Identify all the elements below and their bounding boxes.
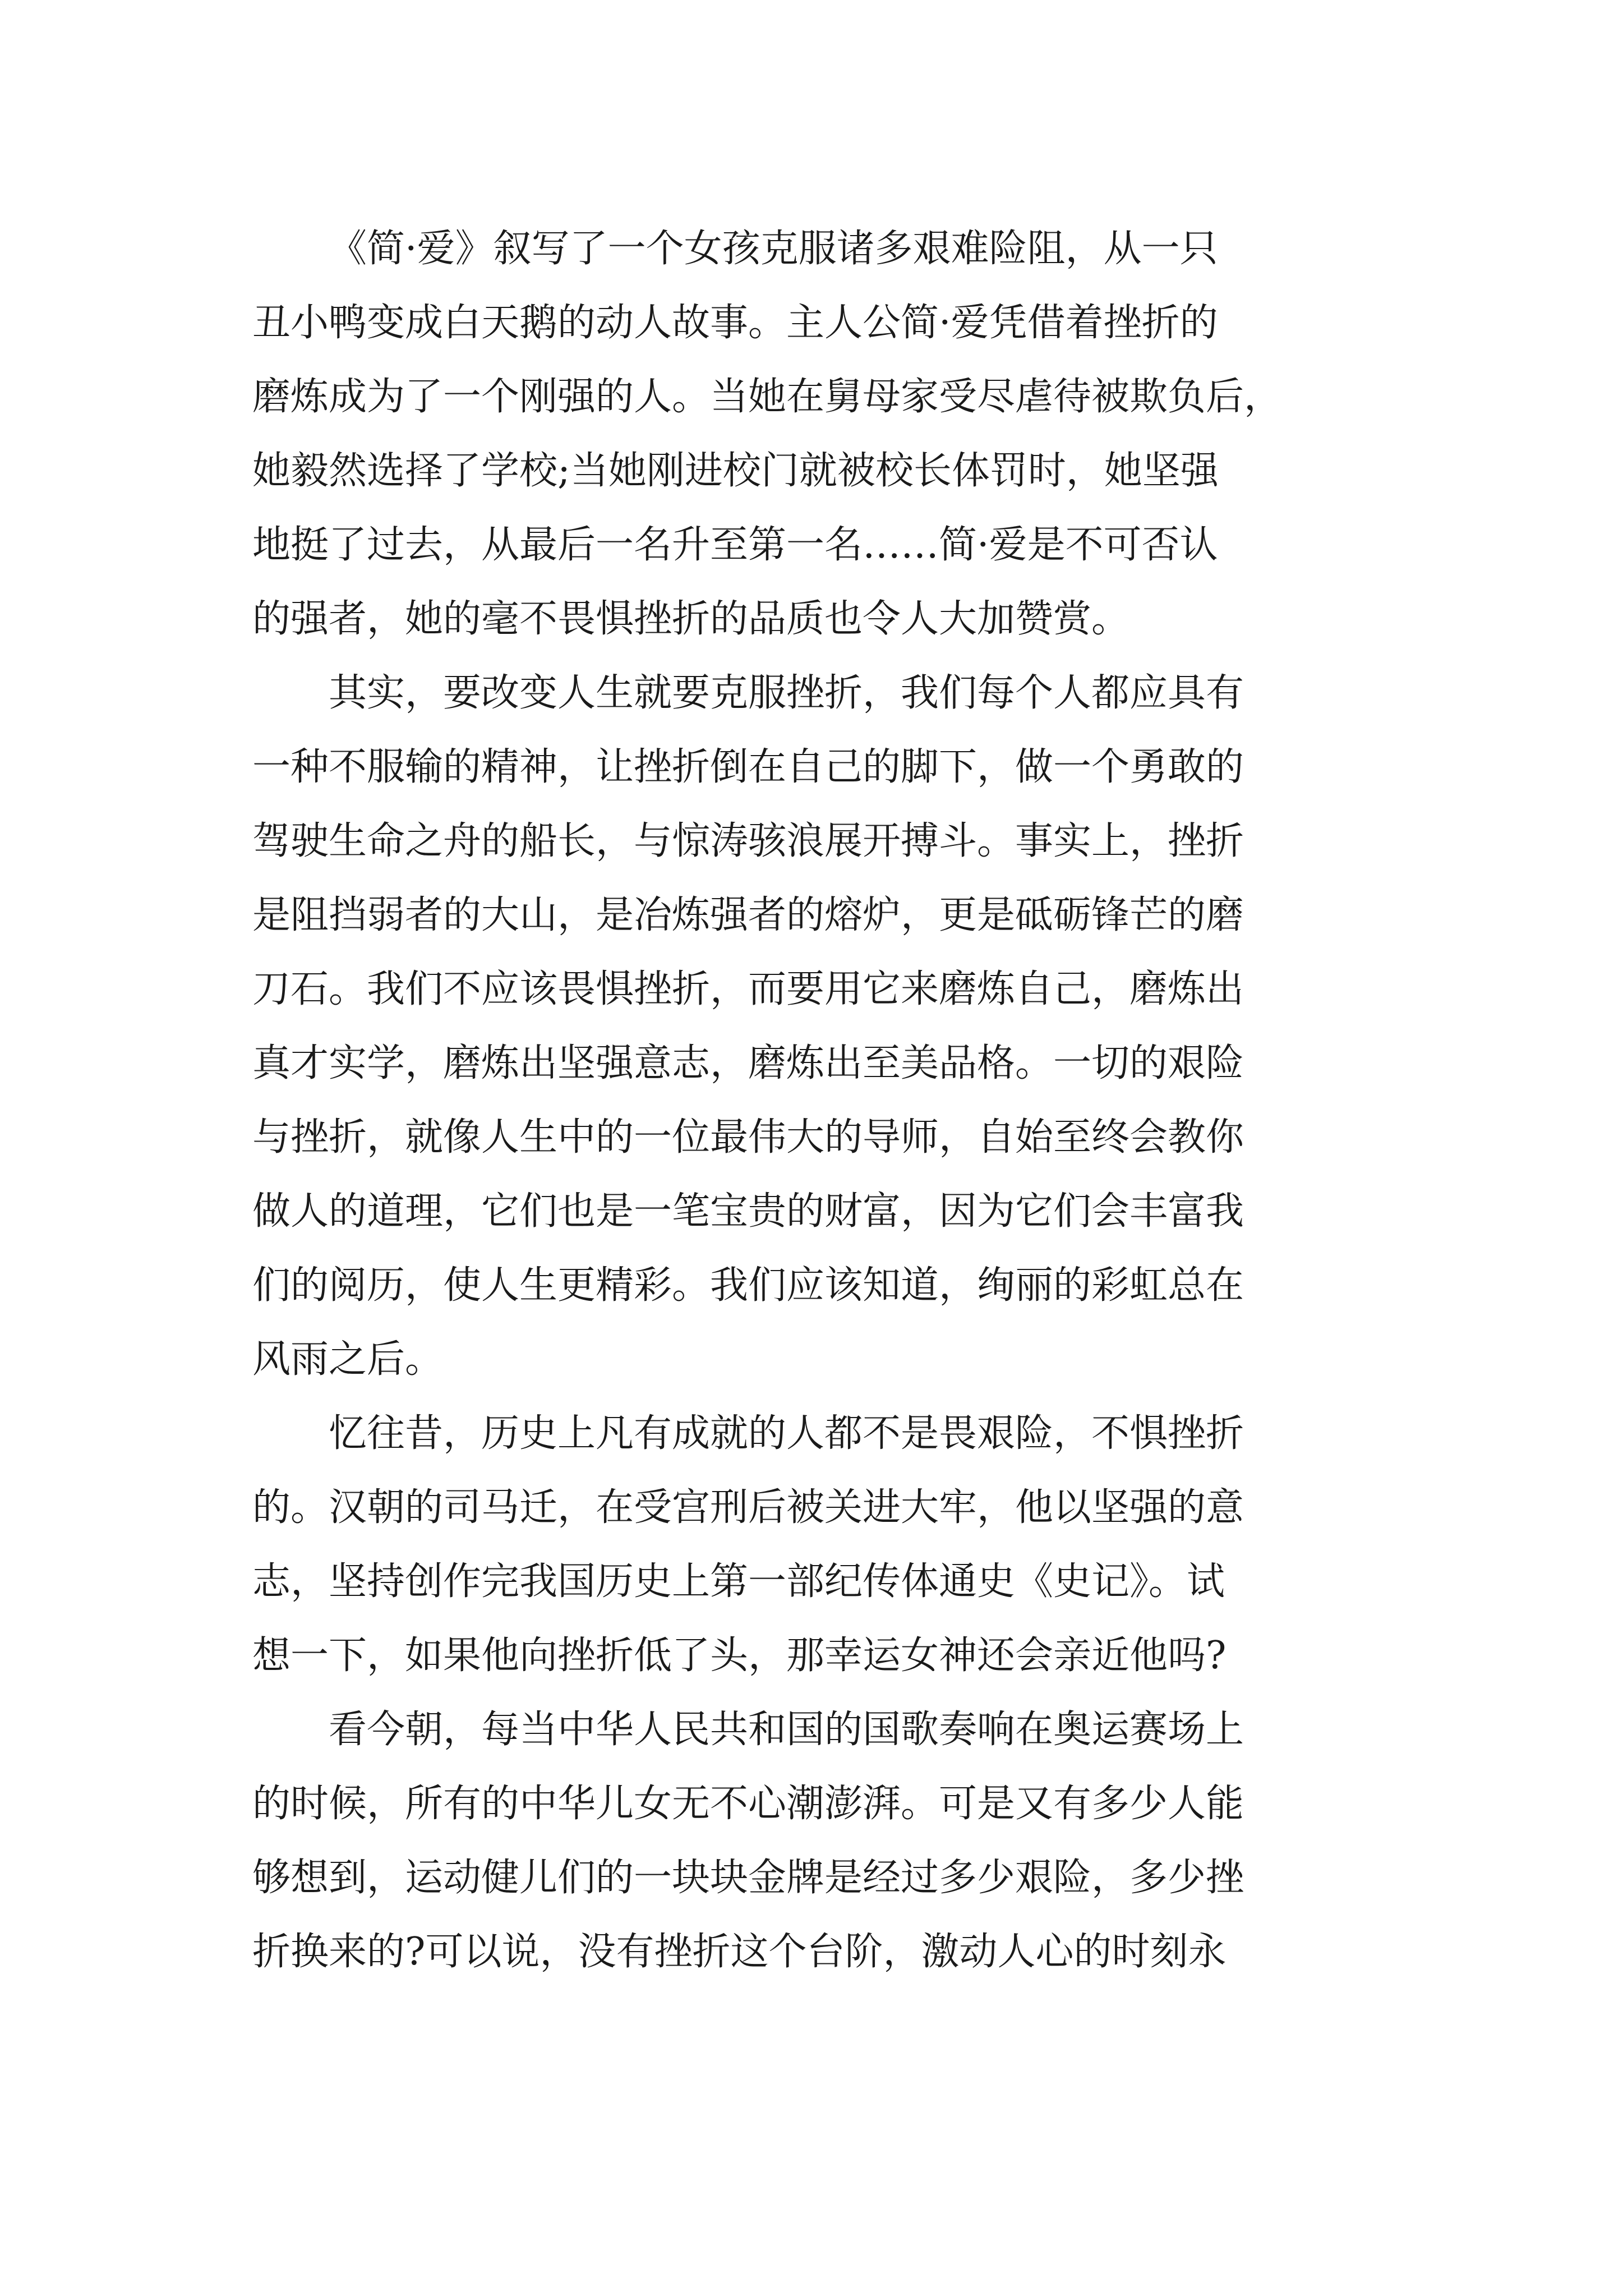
paragraph-2-line-2: 一种不服输的精神，让挫折倒在自己的脚下，做一个勇敢的 xyxy=(252,745,1244,789)
paragraph-2-line-3: 驾驶生命之舟的船长，与惊涛骇浪展开搏斗。事实上，挫折 xyxy=(252,819,1244,863)
body-text xyxy=(252,212,1458,1989)
paragraph-3-line-4: 想一下，如果他向挫折低了头，那幸运女神还会亲近他吗? xyxy=(252,1634,1227,1678)
paragraph-2-line-7: 与挫折，就像人生中的一位最伟大的导师，自始至终会教你 xyxy=(252,1115,1244,1159)
paragraph-2-line-6: 真才实学，磨炼出坚强意志，磨炼出至美品格。一切的艰险 xyxy=(252,1041,1244,1085)
paragraph-4-line-2: 的时候，所有的中华儿女无不心潮澎湃。可是又有多少人能 xyxy=(252,1782,1244,1826)
paragraph-1-line-4: 她毅然选择了学校;当她刚进校门就被校长体罚时，她坚强 xyxy=(252,449,1219,493)
paragraph-3-line-3: 志，坚持创作完我国历史上第一部纪传体通史《史记》。试 xyxy=(252,1559,1225,1604)
paragraph-2-line-1: 其实，要改变人生就要克服挫折，我们每个人都应具有 xyxy=(329,671,1244,715)
paragraph-1-line-2: 丑小鸭变成白天鹅的动人故事。主人公简·爱凭借着挫折的 xyxy=(252,301,1218,345)
paragraph-3-line-2: 的。汉朝的司马迁，在受宫刑后被关进大牢，他以坚强的意 xyxy=(252,1485,1244,1530)
paragraph-4-line-4: 折换来的?可以说，没有挫折这个台阶，激动人心的时刻永 xyxy=(252,1930,1227,1974)
paragraph-2-line-10: 风雨之后。 xyxy=(252,1337,444,1382)
paragraph-1-line-6: 的强者，她的毫不畏惧挫折的品质也令人大加赞赏。 xyxy=(252,597,1130,641)
paragraph-2-line-4: 是阻挡弱者的大山，是冶炼强者的熔炉，更是砥砺锋芒的磨 xyxy=(252,893,1244,937)
paragraph-3-line-1: 忆往昔，历史上凡有成就的人都不是畏艰险，不惧挫折 xyxy=(329,1411,1244,1456)
paragraph-2-line-8: 做人的道理，它们也是一笔宝贵的财富，因为它们会丰富我 xyxy=(252,1189,1244,1234)
paragraph-1-line-1: 《简·爱》叙写了一个女孩克服诸多艰难险阻，从一只 xyxy=(329,227,1218,271)
paragraph-2-line-5: 刀石。我们不应该畏惧挫折，而要用它来磨炼自己，磨炼出 xyxy=(252,967,1244,1011)
paragraph-1-line-5: 地挺了过去，从最后一名升至第一名……简·爱是不可否认 xyxy=(252,523,1218,567)
paragraph-4-line-3: 够想到，运动健儿们的一块块金牌是经过多少艰险，多少挫 xyxy=(252,1856,1244,1900)
paragraph-1-line-3: 磨炼成为了一个刚强的人。当她在舅母家受尽虐待被欺负后， xyxy=(252,375,1283,419)
paragraph-2-line-9: 们的阅历，使人生更精彩。我们应该知道，绚丽的彩虹总在 xyxy=(252,1263,1244,1308)
paragraph-4-line-1: 看今朝，每当中华人民共和国的国歌奏响在奥运赛场上 xyxy=(329,1708,1244,1752)
